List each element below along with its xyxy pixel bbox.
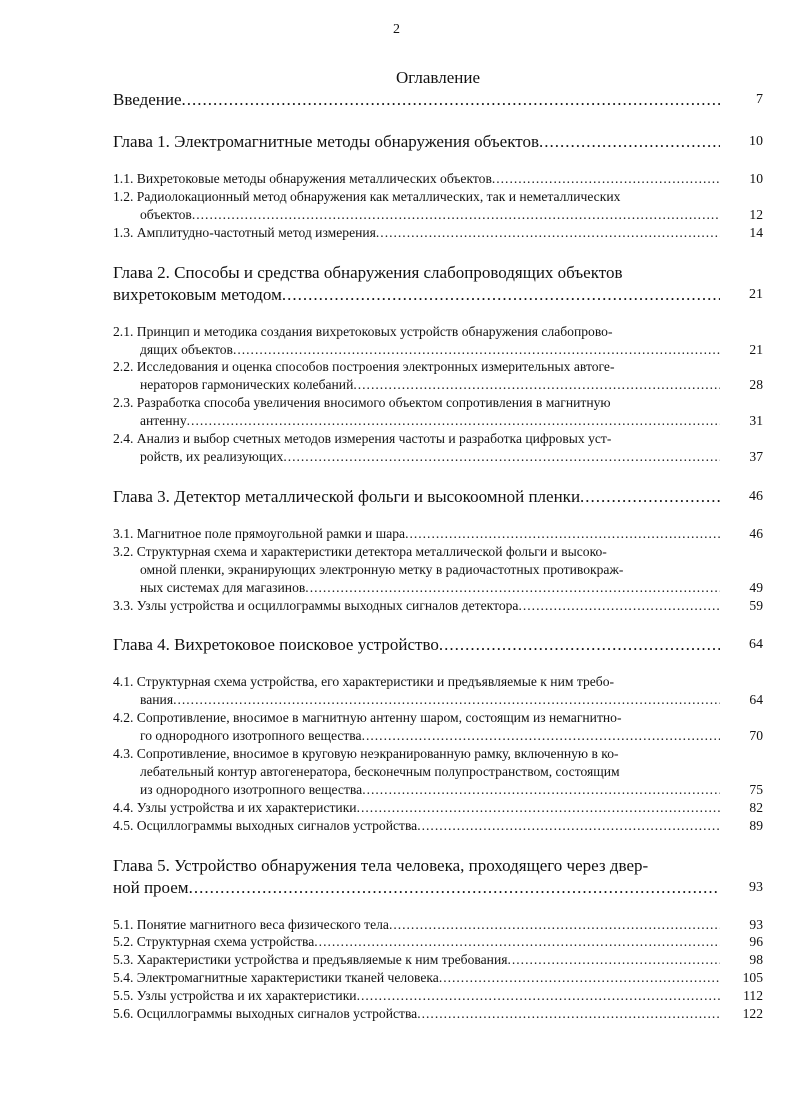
dot-leader bbox=[439, 634, 720, 656]
entry-line-text: омной пленки, экранирующих электронную метку в радиочастотных противокраж- bbox=[140, 561, 624, 577]
entry-page-number: 122 bbox=[742, 1006, 763, 1022]
entry-line bbox=[113, 673, 720, 691]
toc-chapter-entry[interactable] bbox=[113, 262, 763, 306]
entry-line bbox=[113, 727, 720, 745]
entry-line bbox=[113, 561, 720, 579]
entry-line bbox=[113, 525, 720, 543]
dot-leader bbox=[189, 877, 720, 899]
entry-text bbox=[113, 131, 720, 153]
entry-line-text: 4.4. Узлы устройства и их характеристики bbox=[113, 799, 357, 815]
toc-section-entry[interactable] bbox=[113, 709, 763, 745]
page-number: 2 bbox=[393, 22, 400, 37]
entry-line-text: 5.3. Характеристики устройства и предъявляемые к ним требования bbox=[113, 952, 508, 968]
entry-line-text: 1.2. Радиолокационный метод обнаружения как металлических, так и неметаллических bbox=[113, 188, 621, 204]
entry-line-text: 4.1. Структурная схема устройства, его характеристики и предъявляемые к ним требо- bbox=[113, 674, 615, 690]
entry-line bbox=[113, 376, 720, 394]
entry-page-number: 31 bbox=[749, 413, 763, 429]
entry-line-text: лебательный контур автогенератора, бесконечным полупространством, состоящим bbox=[140, 763, 620, 779]
entry-line bbox=[113, 131, 720, 153]
entry-line bbox=[113, 341, 720, 359]
entry-text bbox=[113, 323, 720, 359]
dot-leader bbox=[405, 525, 720, 543]
entry-text bbox=[113, 987, 720, 1005]
toc-section-entry[interactable] bbox=[113, 987, 763, 1005]
toc-section-entry[interactable] bbox=[113, 597, 763, 615]
dot-leader bbox=[362, 727, 720, 745]
entry-page-number: 64 bbox=[749, 692, 763, 708]
entry-page-number: 12 bbox=[749, 206, 763, 222]
entry-line bbox=[113, 855, 720, 877]
toc-section-entry[interactable] bbox=[113, 170, 763, 188]
entry-line bbox=[113, 579, 720, 597]
entry-line bbox=[113, 987, 720, 1005]
entry-line bbox=[113, 543, 720, 561]
dot-leader bbox=[357, 799, 720, 817]
entry-line-text: 5.6. Осциллограммы выходных сигналов устройства bbox=[113, 1006, 418, 1022]
entry-line-text: 1.1. Вихретоковые методы обнаружения металлических объектов bbox=[113, 171, 492, 186]
toc-chapter-entry[interactable] bbox=[113, 855, 763, 899]
entry-text bbox=[113, 969, 720, 987]
dot-leader bbox=[283, 448, 720, 466]
entry-line-text: го однородного изотропного вещества bbox=[140, 728, 362, 744]
entry-page-number: 37 bbox=[749, 448, 763, 464]
dot-leader bbox=[580, 486, 720, 508]
entry-line bbox=[113, 763, 720, 781]
entry-line-text: Глава 4. Вихретоковое поисковое устройство bbox=[113, 635, 439, 655]
toc-section-entry[interactable] bbox=[113, 188, 763, 224]
entry-line-text: 5.4. Электромагнитные характеристики тканей человека bbox=[113, 970, 439, 986]
dot-leader bbox=[282, 284, 720, 306]
entry-text bbox=[113, 358, 720, 394]
entry-line-text: ной проем bbox=[113, 877, 189, 897]
entry-text bbox=[113, 394, 720, 430]
dot-leader bbox=[173, 691, 720, 709]
entry-line-text: 5.1. Понятие магнитного веса физического тела bbox=[113, 916, 389, 932]
entry-line-text: 4.2. Сопротивление, вносимое в магнитную антенну шаром, состоящим из немагнитно- bbox=[113, 710, 622, 726]
dot-leader bbox=[314, 933, 720, 951]
entry-line-text: Введение bbox=[113, 90, 182, 109]
dot-leader bbox=[417, 1005, 720, 1023]
entry-page-number: 14 bbox=[749, 224, 763, 240]
entry-page-number: 89 bbox=[749, 817, 763, 833]
toc-section-entry[interactable] bbox=[113, 745, 763, 799]
toc-title: Оглавление bbox=[396, 68, 480, 87]
entry-line-text: ройств, их реализующих bbox=[140, 448, 284, 464]
entry-line-text: 2.4. Анализ и выбор счетных методов измерения частоты и разработка цифровых уст- bbox=[113, 431, 612, 447]
entry-text bbox=[113, 430, 720, 466]
entry-line bbox=[113, 709, 720, 727]
entry-line bbox=[113, 916, 720, 934]
entry-line bbox=[113, 969, 720, 987]
entry-page-number: 96 bbox=[749, 934, 763, 950]
entry-line-text: 2.1. Принцип и методика создания вихретоковых устройств обнаружения слабопрово- bbox=[113, 323, 613, 339]
entry-page-number: 21 bbox=[749, 341, 763, 357]
entry-line-text: ных системах для магазинов bbox=[140, 579, 306, 595]
dot-leader bbox=[417, 817, 720, 835]
entry-page-number: 105 bbox=[742, 970, 763, 986]
toc-section-entry[interactable] bbox=[113, 969, 763, 987]
entry-text bbox=[113, 543, 720, 597]
entry-line-text: 3.3. Узлы устройства и осциллограммы выходных сигналов детектора bbox=[113, 597, 519, 613]
toc-section-entry[interactable] bbox=[113, 430, 763, 466]
toc-section-entry[interactable] bbox=[113, 323, 763, 359]
entry-line bbox=[113, 817, 720, 835]
entry-page-number: 93 bbox=[749, 916, 763, 932]
entry-line-text: 4.5. Осциллограммы выходных сигналов устройства bbox=[113, 817, 418, 833]
dot-leader bbox=[507, 951, 720, 969]
entry-text bbox=[113, 525, 720, 543]
dot-leader bbox=[357, 987, 720, 1005]
entry-line bbox=[113, 634, 720, 656]
entry-text bbox=[113, 855, 720, 899]
entry-text bbox=[113, 673, 720, 709]
entry-line-text: 3.2. Структурная схема и характеристики детектора металлической фольги и высоко- bbox=[113, 543, 607, 559]
entry-line-text: дящих объектов bbox=[140, 341, 233, 357]
entry-text bbox=[113, 709, 720, 745]
entry-line bbox=[113, 1005, 720, 1023]
dot-leader bbox=[182, 89, 720, 111]
entry-line-text: объектов bbox=[140, 206, 192, 222]
entry-page-number: 82 bbox=[749, 799, 763, 815]
entry-line-text: Глава 2. Способы и средства обнаружения слабопроводящих объектов bbox=[113, 262, 623, 282]
entry-line-text: Глава 5. Устройство обнаружения тела человека, проходящего через двер- bbox=[113, 855, 649, 875]
dot-leader bbox=[233, 341, 720, 359]
entry-page-number: 93 bbox=[749, 879, 763, 895]
entry-text bbox=[113, 597, 720, 615]
entry-line-text: 3.1. Магнитное поле прямоугольной рамки и шара bbox=[113, 525, 406, 541]
entry-page-number: 49 bbox=[749, 579, 763, 595]
entry-page-number: 59 bbox=[749, 597, 763, 613]
entry-page-number: 64 bbox=[749, 637, 763, 653]
dot-leader bbox=[353, 376, 720, 394]
entry-text bbox=[113, 951, 720, 969]
entry-text bbox=[113, 799, 720, 817]
dot-leader bbox=[539, 131, 720, 153]
entry-text bbox=[113, 89, 720, 111]
entry-line bbox=[113, 89, 720, 111]
dot-leader bbox=[376, 224, 720, 242]
entry-text bbox=[113, 916, 720, 934]
table-of-contents bbox=[113, 89, 763, 1023]
toc-section-entry[interactable] bbox=[113, 224, 763, 242]
entry-line-text: вания bbox=[140, 692, 174, 708]
entry-line-text: 2.2. Исследования и оценка способов построения электронных измерительных автоге- bbox=[113, 359, 615, 375]
toc-section-entry[interactable] bbox=[113, 1005, 763, 1023]
entry-line bbox=[113, 781, 720, 799]
entry-page-number: 98 bbox=[749, 952, 763, 968]
entry-line-text: Глава 1. Электромагнитные методы обнаружения объектов bbox=[113, 132, 539, 151]
entry-line bbox=[113, 951, 720, 969]
entry-line bbox=[113, 430, 720, 448]
entry-line bbox=[113, 745, 720, 763]
entry-line bbox=[113, 224, 720, 242]
toc-chapter-entry[interactable] bbox=[113, 634, 763, 656]
toc-section-entry[interactable] bbox=[113, 933, 763, 951]
entry-line bbox=[113, 170, 720, 188]
entry-page-number: 7 bbox=[756, 92, 763, 107]
entry-line bbox=[113, 877, 720, 899]
entry-line bbox=[113, 358, 720, 376]
entry-page-number: 21 bbox=[749, 286, 763, 302]
dot-leader bbox=[305, 579, 720, 597]
entry-page-number: 46 bbox=[749, 488, 763, 504]
dot-leader bbox=[518, 597, 720, 615]
entry-line-text: 5.5. Узлы устройства и их характеристики bbox=[113, 988, 357, 1004]
entry-line bbox=[113, 933, 720, 951]
entry-line-text: 2.3. Разработка способа увеличения вносимого объектом сопротивления в магнитную bbox=[113, 395, 611, 411]
entry-text bbox=[113, 634, 720, 656]
entry-text bbox=[113, 188, 720, 224]
entry-line bbox=[113, 262, 720, 284]
dot-leader bbox=[389, 916, 720, 934]
entry-page-number: 112 bbox=[743, 988, 763, 1004]
entry-text bbox=[113, 933, 720, 951]
entry-line-text: 4.3. Сопротивление, вносимое в круговую неэкранированную рамку, включенную в ко- bbox=[113, 746, 619, 762]
dot-leader bbox=[439, 969, 720, 987]
entry-line bbox=[113, 394, 720, 412]
toc-section-entry[interactable] bbox=[113, 543, 763, 597]
entry-text bbox=[113, 486, 720, 508]
entry-line-text: вихретоковым методом bbox=[113, 284, 282, 304]
toc-chapter-entry[interactable] bbox=[113, 486, 763, 508]
toc-section-entry[interactable] bbox=[113, 394, 763, 430]
entry-line bbox=[113, 284, 720, 306]
entry-page-number: 10 bbox=[749, 134, 763, 149]
entry-line bbox=[113, 188, 720, 206]
entry-line bbox=[113, 448, 720, 466]
entry-page-number: 75 bbox=[749, 781, 763, 797]
entry-line-text: из однородного изотропного вещества bbox=[140, 781, 363, 797]
entry-line bbox=[113, 323, 720, 341]
toc-section-entry[interactable] bbox=[113, 817, 763, 835]
toc-section-entry[interactable] bbox=[113, 673, 763, 709]
entry-page-number: 70 bbox=[749, 728, 763, 744]
entry-page-number: 28 bbox=[749, 377, 763, 393]
entry-line bbox=[113, 412, 720, 430]
entry-line-text: Глава 3. Детектор металлической фольги и высокоомной пленки bbox=[113, 486, 581, 506]
toc-section-entry[interactable] bbox=[113, 358, 763, 394]
dot-leader bbox=[492, 170, 720, 188]
toc-chapter-entry[interactable] bbox=[113, 131, 763, 153]
entry-text bbox=[113, 1005, 720, 1023]
entry-text bbox=[113, 224, 720, 242]
toc-section-entry[interactable] bbox=[113, 916, 763, 934]
entry-line-text: антенну bbox=[140, 413, 187, 429]
entry-text bbox=[113, 817, 720, 835]
entry-line bbox=[113, 691, 720, 709]
toc-chapter-entry[interactable] bbox=[113, 89, 763, 111]
entry-line bbox=[113, 206, 720, 224]
dot-leader bbox=[187, 412, 720, 430]
entry-line bbox=[113, 486, 720, 508]
toc-section-entry[interactable] bbox=[113, 799, 763, 817]
entry-page-number: 46 bbox=[749, 525, 763, 541]
entry-line-text: нераторов гармонических колебаний bbox=[140, 377, 354, 393]
dot-leader bbox=[192, 206, 720, 224]
entry-line bbox=[113, 597, 720, 615]
entry-line bbox=[113, 799, 720, 817]
entry-line-text: 5.2. Структурная схема устройства bbox=[113, 934, 315, 950]
entry-text bbox=[113, 262, 720, 306]
entry-page-number: 10 bbox=[749, 171, 763, 186]
entry-text bbox=[113, 745, 720, 799]
dot-leader bbox=[362, 781, 720, 799]
entry-line-text: 1.3. Амплитудно-частотный метод измерения bbox=[113, 224, 376, 240]
toc-section-entry[interactable] bbox=[113, 525, 763, 543]
entry-text bbox=[113, 170, 720, 188]
toc-section-entry[interactable] bbox=[113, 951, 763, 969]
